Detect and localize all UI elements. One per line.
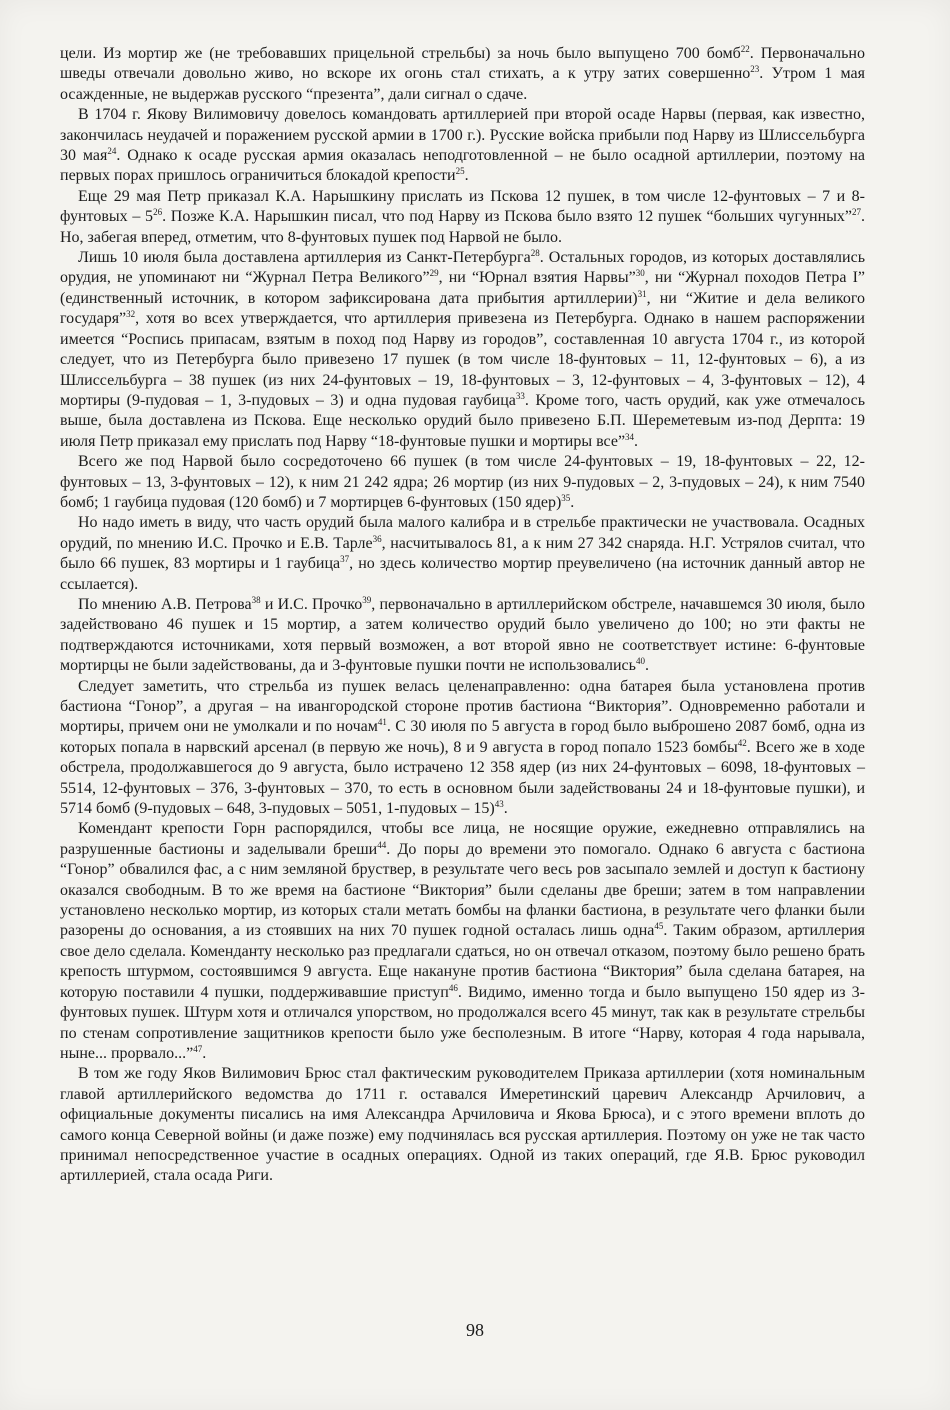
paragraph-text: .	[634, 432, 639, 450]
footnote-ref: 46	[448, 982, 458, 993]
footnote-ref: 33	[515, 390, 525, 401]
paragraph-text: Еще 29 мая Петр приказал К.А. Нарышкину прислать из Пскова 12 пушек, в том числе 12-фунтовых – 7 и 8-фунтовых – 5	[60, 187, 865, 226]
paragraph-text: . Таким образом, артиллерия свое дело сделала. Коменданту несколько раз предлагали сдаться, но он отвечал отказом, поэтому было решено брать крепость штурмом, состоявшимся 9 августа. Еще накануне против бастиона “Виктория” была сделана батарея, на которую поставили 4 пушки, поддерживавшие приступ	[60, 922, 866, 1001]
paragraph-text: . Однако к осаде русская армия оказалась неподготовленной – не было осадной артиллерии, поэтому на первых порах пришлось ограничиться блокадой крепости	[60, 147, 865, 185]
footnote-ref: 26	[153, 207, 163, 218]
paragraph-text: .	[644, 657, 649, 675]
footnote-ref: 37	[340, 554, 350, 565]
paragraph	[60, 44, 865, 105]
paragraph-text: Лишь 10 июля была доставлена артиллерия из Санкт-Петербурга	[78, 249, 531, 267]
footnote-ref: 39	[362, 594, 372, 605]
paragraph-text: . До поры до времени это помогало. Однако 6 августа с бастиона “Гонор” обвалился фас, а с ним земляной бруствер, в результате чего весь ров засыпало землей и доступ к бастиону оказался свободным. В то же время на бастионе “Виктория” были сделаны две бреши; затем в том направлении установлено несколько мортир, из которых стали метать бомбы на фланки бастиона, в результате чего фланки были разорены до основания, а из стоявших на них 70 пушек годной осталась лишь одна	[60, 840, 866, 940]
footnote-ref: 28	[530, 248, 540, 259]
paragraph	[60, 513, 865, 595]
paragraph-text: .	[202, 1044, 207, 1062]
paragraph-text: Но надо иметь в виду, что часть орудий была малого калибра и в стрельбе практически не участвовала. Осадных орудий, по мнению И.С. Прочко и Е.В. Тарле	[60, 514, 865, 552]
paragraph-text: В 1704 г. Якову Вилимовичу довелось командовать артиллерией при второй осаде Нарвы (первая, как известно, закончилась неудачей и поражением русской армии в 1700 г.). Русские войска прибыли под Нарву из Шлиссельбурга 30 мая	[60, 106, 865, 165]
footnote-ref: 36	[372, 533, 382, 544]
paragraph	[60, 1064, 865, 1186]
paragraph	[60, 105, 865, 187]
footnote-ref: 43	[494, 799, 504, 810]
paragraph-text: . Утром 1 мая осажденные, не выдержав русского “презента”, дали сигнал о сдаче.	[60, 65, 865, 103]
paragraph	[60, 452, 865, 513]
footnote-ref: 27	[852, 207, 861, 218]
footnote-ref: 35	[561, 492, 571, 503]
footnote-ref: 44	[377, 839, 387, 850]
paragraph-text: , ни “Житие и дела великого государя”	[60, 289, 865, 328]
paragraph-text: . Позже К.А. Нарышкин писал, что под Нарву из Пскова было взято 12 пушек “больших чугунных”	[162, 208, 852, 226]
paragraph-text: , первоначально в артиллерийском обстреле, начавшемся 30 июля, было задействовано 46 пушек и 15 мортир, а затем количество орудий было увеличено до 100; но эти факты не подтверждаются источниками, хотя первый возможен, а вот второй явно не соответствует истине: 6-фунтовые мортирцы не были задействованы, да и 3-фунтовые пушки почти не использовались	[60, 595, 866, 675]
paragraph-text: , но здесь количество мортир преувеличено (на источник данный автор не ссылается).	[60, 555, 866, 593]
footnote-ref: 41	[377, 717, 387, 728]
paragraph	[60, 819, 865, 1064]
footnote-ref: 38	[251, 594, 261, 605]
footnote-ref: 45	[654, 921, 664, 932]
paragraph-text: . Но, забегая вперед, отметим, что 8-фунтовых пушек под Нарвой не было.	[60, 208, 865, 246]
paragraph-text: .	[570, 493, 575, 511]
footnote-ref: 23	[750, 64, 760, 75]
paragraph	[60, 677, 865, 820]
footnote-ref: 31	[637, 288, 647, 299]
paragraph-text: . Видимо, именно тогда и было выпущено 150 ядер из 3-фунтовых пушек. Штурм хотя и отличался упорством, но продолжался всего 45 минут, так как в результате стрельбы по стенам сопротивление защитников крепости было уже бесполезным. В итоге “Нарву, которая 4 года нарывала, ныне... прорвало...”	[60, 983, 865, 1062]
paragraph-text: . С 30 июля по 5 августа в город было выброшено 2087 бомб, одна из которых попала в нарвский арсенал (в первую же ночь), 8 и 9 августа в город попало 1523 бомбы	[60, 718, 865, 756]
paragraph	[60, 187, 865, 248]
paragraph-text: .	[464, 167, 469, 185]
paragraph-text: , насчитывалось 81, а к ним 27 342 снаряда. Н.Г. Устрялов считал, что было 66 пушек, 83 мортиры и 1 гаубица	[60, 534, 865, 573]
paragraph-text: . Кроме того, часть орудий, как уже отмечалось выше, была доставлена из Пскова. Еще несколько орудий было привезено Б.П. Шереметевым из-под Дерпта: 19 июля Петр приказал ему прислать под Нарву “18-фунтовые пушки и мортиры все”	[60, 391, 865, 450]
paragraph-text: , ни “Журнал походов Петра I” (единственный источник, в котором зафиксирована дата прибытия артиллерии)	[60, 269, 866, 307]
paragraph-text: .	[503, 800, 508, 818]
paragraph	[60, 595, 865, 677]
paragraph-text: , ни “Юрнал взятия Нарвы”	[438, 269, 636, 287]
footnote-ref: 42	[737, 737, 747, 748]
paragraph-text: . Первоначально шведы отвечали довольно живо, но вскоре их огонь стал стихать, а к утру затих совершенно	[60, 45, 865, 83]
page-body	[60, 44, 865, 1187]
paragraph-text: Комендант крепости Горн распорядился, чтобы все лица, не носящие оружие, ежедневно отправлялись на разрушенные бастионы и заделывали бреши	[60, 820, 865, 858]
footnote-ref: 30	[635, 268, 645, 279]
paragraph-text: . Остальных городов, из которых доставлялись орудия, не упоминают ни “Журнал Петра Великого”	[60, 249, 865, 287]
footnote-ref: 22	[740, 44, 750, 54]
footnote-ref: 24	[107, 146, 117, 157]
footnote-ref: 47	[193, 1043, 203, 1054]
paragraph-text: В том же году Яков Вилимович Брюс стал фактическим руководителем Приказа артиллерии (хотя номинальным главой артиллерийского ведомства до 1711 г. оставался Имеретинский царевич Александр Арчилович, а официальные документы писались на имя Александра Арчиловича и Якова Брюса), и с этого времени вплоть до самого конца Северной войны (и даже позже) ему подчинялась вся русская артиллерия. Поэтому он уже не так часто принимал непосредственное участие в осадных операциях. Одной из таких операций, где Я.В. Брюс руководил артиллерией, стала осада Риги.	[60, 1065, 865, 1185]
footnote-ref: 40	[635, 656, 645, 667]
paragraph-text: . Всего же в ходе обстрела, продолжавшегося до 9 августа, было истрачено 12 358 ядер (из них 24-фунтовых – 6098, 18-фунтовых – 5514, 12-фунтовых – 376, 3-фунтовых – 370, то есть в основном были задействованы 24 и 18-фунтовые пушки), и 5714 бомб (9-пудовых – 648, 3-пудовых – 5051, 1-пудовых – 15)	[60, 738, 866, 818]
paragraph-text: и И.С. Прочко	[260, 595, 363, 613]
paragraph-text: Всего же под Нарвой было сосредоточено 66 пушек (в том числе 24-фунтовых – 19, 18-фунтовых – 22, 12-фунтовых – 13, 3-фунтовых – 12), к ним 21 242 ядра; 26 мортир (из них 9-пудовых – 2, 3-пудовых – 24), к ним 7540 бомб; 1 гаубица пудовая (120 бомб) и 7 мортирцев 6-фунтовых (150 ядер)	[60, 453, 865, 511]
footnote-ref: 29	[429, 268, 439, 279]
footnote-ref: 25	[455, 166, 465, 177]
paragraph	[60, 248, 865, 452]
footnote-ref: 32	[126, 309, 136, 320]
paragraph-text: цели. Из мортир же (не требовавших прицельной стрельбы) за ночь было выпущено 700 бомб	[60, 45, 741, 62]
page-number: 98	[466, 1320, 484, 1340]
paragraph-text: Следует заметить, что стрельба из пушек велась целенаправленно: одна батарея была установлена против бастиона “Гонор”, а другая – на ивангородской стороне против бастиона “Виктория”. Одновременно работали и мортиры, причем они не умолкали и по ночам	[60, 677, 865, 736]
footnote-ref: 34	[625, 431, 635, 442]
paragraph-text: , хотя во всех утверждается, что артиллерия привезена из Петербурга. Однако в нашем распоряжении имеется “Роспись припасам, взятым в поход под Нарву из городов”, составленная 10 августа 1704 г., из которой следует, что из Петербурга было привезено 17 пушек (в том числе 18-фунтовых – 11, 12-фунтовых – 6), а из Шлиссельбурга – 38 пушек (из них 24-фунтовых – 19, 18-фунтовых – 3, 12-фунтовых – 4, 3-фунтовых – 12), 4 мортиры (9-пудовая – 1, 3-пудовых – 3) и одна пудовая гаубица	[60, 310, 865, 409]
paragraph-text: По мнению А.В. Петрова	[78, 595, 252, 613]
